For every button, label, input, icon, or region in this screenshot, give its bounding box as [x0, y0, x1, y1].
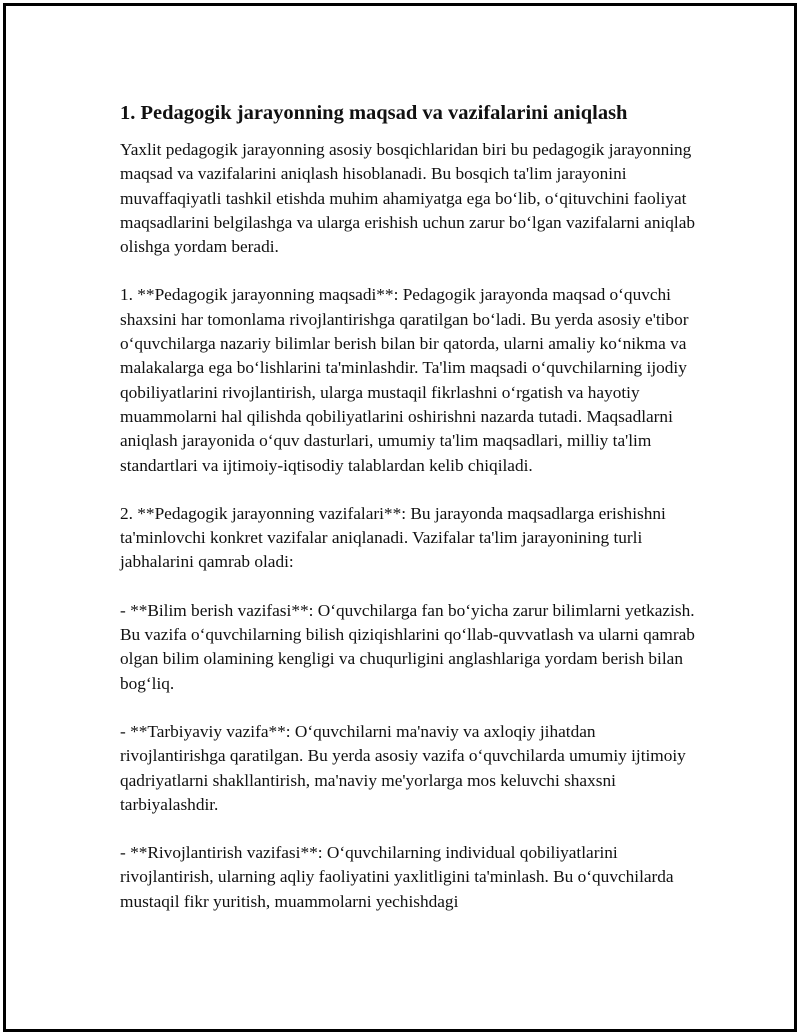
document-body — [120, 101, 700, 938]
upbringing-task-item: - **Tarbiyaviy vazifa**: O‘quvchilarni ma'naviy va axloqiy jihatdan rivojlantirishga qaratilgan. Bu yerda asosiy vazifa o‘quvchilarda umumiy ijtimoiy qadriyatlarni shakllantirish, ma'naviy me'yorlarga mos keluvchi shaxsni tarbiyalashdir. — [120, 721, 686, 814]
development-task-item: - **Rivojlantirish vazifasi**: O‘quvchilarning individual qobiliyatlarini rivojlantirish, ularning aqliy faoliyatini yaxlitligini ta'minlash. Bu o‘quvchilarda mustaqil fikr yuritish, muammolarni yechishdagi — [120, 843, 674, 911]
tasks-paragraph: 2. **Pedagogik jarayonning vazifalari**: Bu jarayonda maqsadlarga erishishni ta'minlovchi konkret vazifalar aniqlanadi. Vazifalar ta'lim jarayonining turli jabhalarini qamrab oladi: — [120, 503, 666, 572]
goal-paragraph: 1. **Pedagogik jarayonning maqsadi**: Pedagogik jarayonda maqsad o‘quvchi shaxsini har tomonlama rivojlantirishga qaratilgan bo‘ladi. Bu yerda asosiy e'tibor o‘quvchilarga nazariy bilimlar berish bilan bir qatorda, ularni amaliy ko‘nikma va malakalarga ega bo‘lishlarini ta'minlashdir. Ta'lim maqsadi o‘quvchilarning ijodiy qobiliyatlarini rivojlantirish, ularga mustaqil fikrlashni o‘rgatish va hayotiy muammolarni hal qilishda qobiliyatlarini oshirishni nazarda tutadi. Maqsadlarni aniqlash jarayonida o‘quv dasturlari, umumiy ta'lim maqsadlari, milliy ta'lim standartlari va ijtimoiy-iqtisodiy talablardan kelib chiqiladi. — [120, 285, 689, 475]
knowledge-task-item: - **Bilim berish vazifasi**: O‘quvchilarga fan bo‘yicha zarur bilimlarni yetkazish. Bu vazifa o‘quvchilarning bilish qiziqishlarini qo‘llab-quvvatlash va ularni qamrab olgan bilim olamining kengligi va chuqurligini anglashlariga yordam berish bilan bog‘liq. — [120, 600, 695, 693]
document-page — [3, 3, 797, 1032]
document-title: 1. Pedagogik jarayonning maqsad va vazifalarini aniqlash — [120, 102, 628, 124]
intro-paragraph: Yaxlit pedagogik jarayonning asosiy bosqichlaridan biri bu pedagogik jarayonning maqsad va vazifalarini aniqlash hisoblanadi. Bu bosqich ta'lim jarayonini muvaffaqiyatli tashkil etishda muhim ahamiyatga ega bo‘lib, o‘qituvchini faoliyat maqsadlarini belgilashga va ularga erishish uchun zarur bo‘lgan vazifalarni aniqlab olishga yordam beradi. — [120, 140, 696, 257]
